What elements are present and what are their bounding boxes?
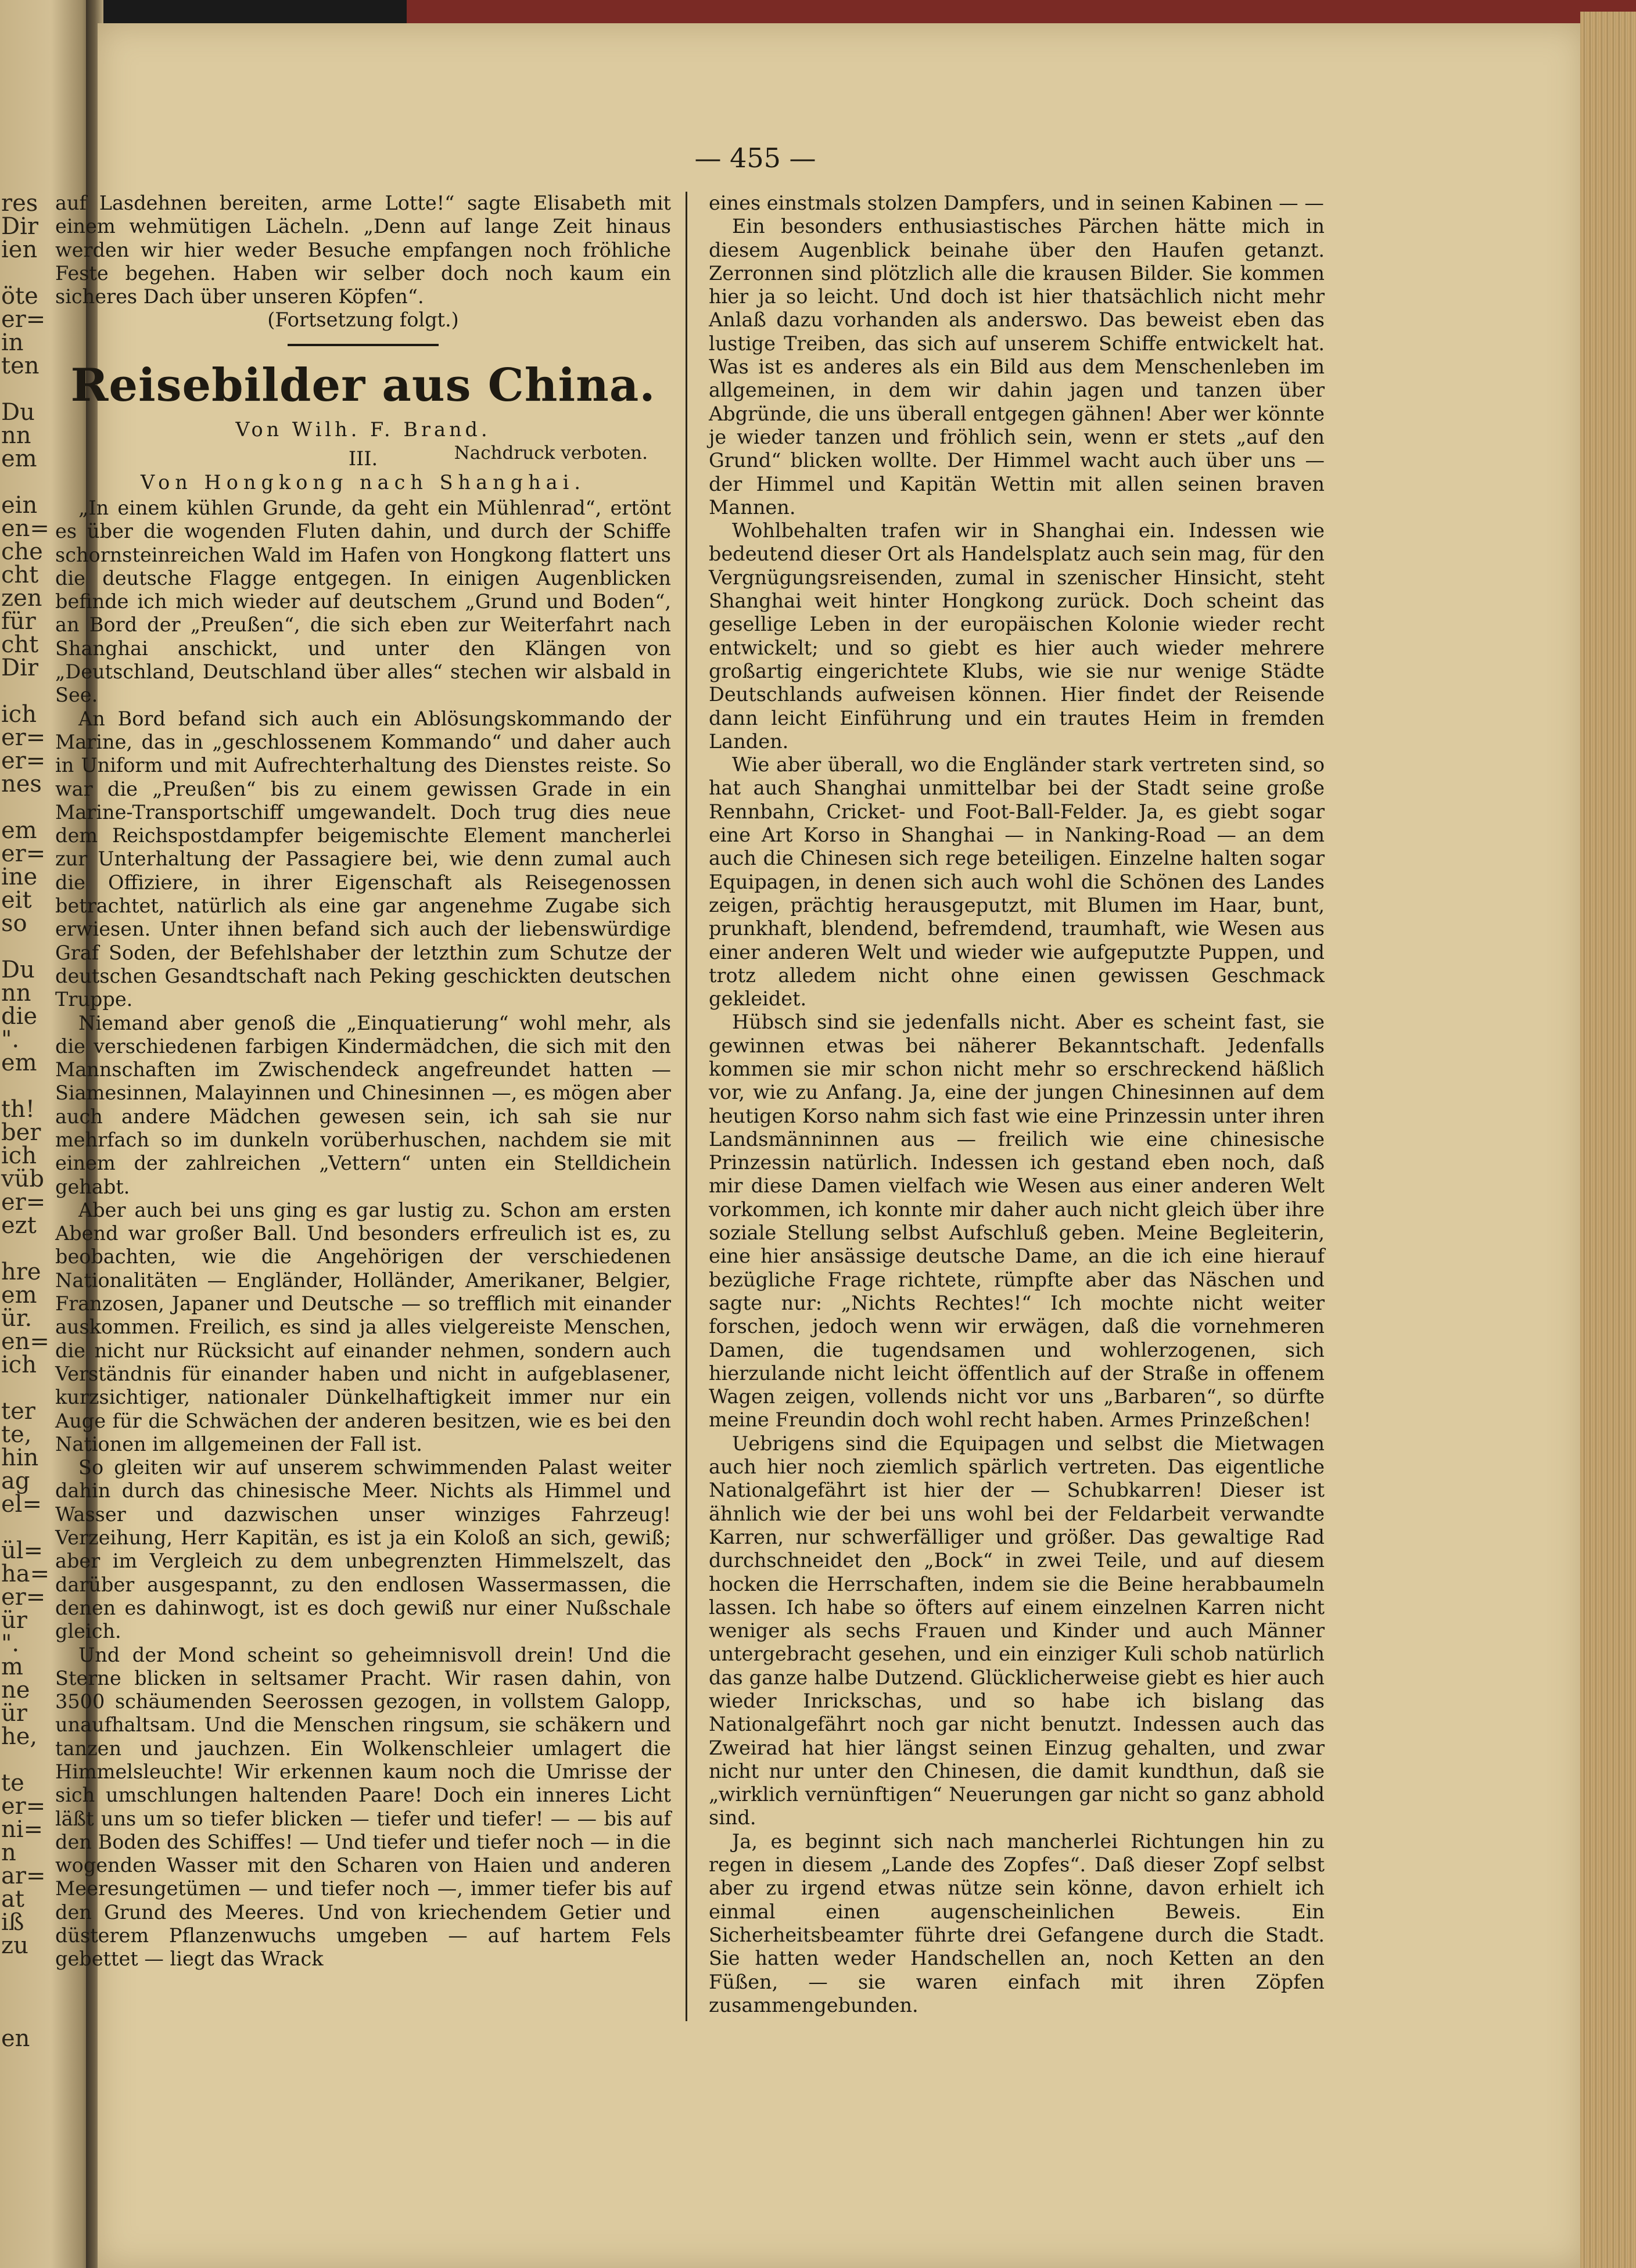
facing-page-fragment: ". [1, 1026, 20, 1053]
facing-page-fragment: cht [1, 631, 39, 658]
facing-page-fragment: zen [1, 585, 42, 612]
left-column [55, 192, 671, 1971]
facing-page-fragment: em [1, 445, 37, 472]
facing-page-fragment: iß [1, 1909, 24, 1936]
facing-page-fragment: er= [1, 724, 46, 751]
facing-page-fragment: ich [1, 1142, 37, 1169]
right-column [709, 192, 1325, 2017]
paragraph: An Bord befand sich auch ein Ablösungskommando der Marine, das in „geschlossenem Kommando“ und daher auch in Uniform und mit Aufrechterhaltung des Dienstes reiste. So war die „Preußen“ bis zu einem gewissen Grade in ein Marine-Transportschiff umgewandelt. Doch trug dies neue dem Reichspostdampfer beigemischte Element mancherlei zur Unterhaltung der Passagiere bei, wie denn zumal auch die Offiziere, in ihrer Eigenschaft als Reisegenossen betrachtet, natürlich als eine gar angenehme Zugabe sich erwiesen. Unter ihnen befand sich auch der liebenswürdige Graf Soden, der Befehlshaber der letzthin zum Schutze der deutschen Gesandtschaft nach Peking geschickten deutschen Truppe. [55, 707, 671, 1011]
facing-page-fragment: öte [1, 283, 38, 310]
facing-page-fragment: che [1, 538, 43, 565]
facing-page-fragment: hin [1, 1444, 39, 1471]
page-number: — 455 — [694, 142, 816, 174]
facing-page-fragment: ber [1, 1119, 41, 1146]
facing-page-fragment: in [1, 329, 24, 356]
article-part-number: III. [348, 447, 378, 470]
facing-page-fragment: he, [1, 1723, 38, 1750]
facing-page-fragment: ten [1, 353, 40, 379]
facing-page-fragment: nn [1, 980, 31, 1007]
facing-page-fragment: at [1, 1886, 24, 1913]
facing-page-fragment: nn [1, 422, 31, 449]
facing-page-fragment: ien [1, 236, 38, 263]
facing-page-fragment: ine [1, 864, 38, 890]
facing-page-fragment: n [1, 1839, 16, 1866]
facing-page-fragment: er= [1, 840, 46, 867]
facing-page-fragment: er= [1, 747, 46, 774]
facing-page-fragment: ür. [1, 1305, 33, 1332]
facing-page-fragment: ich [1, 1352, 37, 1378]
facing-page-fragment: er= [1, 1584, 46, 1611]
facing-page-fragment: ni= [1, 1816, 44, 1843]
facing-page-fragment: ne [1, 1677, 30, 1703]
facing-page-fragment: Dir [1, 213, 38, 240]
facing-page-fragment: te [1, 1770, 24, 1796]
column-divider [686, 192, 687, 2021]
facing-page-fragment: ein [1, 492, 38, 519]
article-subtitle: Von Hongkong nach Shanghai. [140, 470, 586, 494]
serial-ending: auf Lasdehnen bereiten, arme Lotte!“ sagte Elisabeth mit einem wehmütigen Lächeln. „Denn auf lange Zeit hinaus werden wir hier weder Besuche empfangen noch fröhliche Feste begehen. Haben wir selber doch noch kaum ein sicheres Dach über unseren Köpfen“. [55, 192, 671, 308]
facing-page-fragment: el= [1, 1491, 42, 1518]
paragraph: Niemand aber genoß die „Einquatierung“ wohl mehr, als die verschiedenen farbigen Kindermädchen, die sich mit den Mannschaften im Zwischendeck angefreundet hatten — Siamesinnen, Malayinnen und Chinesinnen —, es mögen aber auch andere Mädchen gewesen sein, ich sah sie nur mehrfach so im dunkeln vorüberhuschen, nachdem sie mit einem der zahlreichen „Vettern“ unten ein Stelldichein gehabt. [55, 1011, 671, 1198]
facing-page-fragment: ezt [1, 1212, 37, 1239]
facing-page-fragment: em [1, 1282, 37, 1309]
facing-page-fragment: cht [1, 562, 39, 588]
facing-page-fragment: er= [1, 306, 46, 333]
facing-page-fragment: ül= [1, 1537, 44, 1564]
facing-page-fragment: Du [1, 399, 35, 426]
paragraph: Wie aber überall, wo die Engländer stark vertreten sind, so hat auch Shanghai unmittelbar bei der Stadt seine große Rennbahn, Cricket- und Foot-Ball-Felder. Ja, es giebt sogar eine Art Korso in Shanghai — in Nanking-Road — an dem auch die Chinesen sich rege beteiligen. Einzelne halten sogar Equipagen, in denen sich auch wohl die Schönen des Landes zeigen, prächtig herausgeputzt, mit Blumen im Haar, bunt, prunkhaft, blendend, befremdend, traumhaft, wie Wesen aus einer anderen Welt und wieder wie aufgeputzte Puppen, und trotz alledem nicht ohne einen gewissen Geschmack gekleidet. [709, 753, 1325, 1011]
facing-page-fragment: ür [1, 1700, 27, 1727]
facing-page-fragment: en [1, 2025, 30, 2052]
facing-page-fragment: er= [1, 1793, 46, 1820]
facing-page-fragment: em [1, 1049, 37, 1076]
facing-page-fragment: ag [1, 1468, 30, 1494]
facing-page-fragment: th! [1, 1096, 35, 1123]
paragraph: Ja, es beginnt sich nach mancherlei Richtungen hin zu regen in diesem „Lande des Zopfes“. Daß dieser Zopf selbst aber zu irgend etwas nütze sein könne, davon erhielt ich einmal einen augenscheinlichen Beweis. Ein Sicherheitsbeamter führte drei Gefangene durch die Stadt. Sie hatten weder Handschellen an, noch Ketten an den Füßen, — sie waren einfach mit ihren Zöpfen zusammengebunden. [709, 1830, 1325, 2017]
facing-page-fragment: so [1, 910, 27, 937]
paragraph: Ein besonders enthusiastisches Pärchen hätte mich in diesem Augenblick beinahe über den Haufen getanzt. Zerronnen sind plötzlich alle die krausen Bilder. Sie kommen hier ja so leicht. Und doch ist hier thatsächlich nicht mehr Anlaß dazu vorhanden als anderswo. Das beweist eben das lustige Treiben, das sich auf unserem Schiffe entwickelt hat. Was ist es anderes als ein Bild aus dem Menschenleben im allgemeinen, in dem wir dahin jagen und tanzen über Abgründe, die uns überall entgegen gähnen! Aber wer könnte je wieder tanzen und fröhlich sein, wenn er stets „auf den Grund“ blicken wollte. Der Himmel wacht auch über uns — der Himmel und Kapitän Wettin mit allen seinen braven Mannen. [709, 215, 1325, 519]
reprint-notice: Nachdruck verboten. [454, 443, 648, 464]
facing-page-fragment: hre [1, 1259, 41, 1285]
facing-page-fragment: ". [1, 1630, 20, 1657]
continued-note: (Fortsetzung folgt.) [267, 308, 459, 332]
facing-page-fragment: nes [1, 771, 42, 797]
article-title: Reisebilder aus China. [70, 358, 656, 412]
facing-page-fragment: en= [1, 1328, 49, 1355]
facing-page-fragment: res [1, 190, 38, 217]
paragraph: „In einem kühlen Grunde, da geht ein Mühlenrad“, ertönt es über die wogenden Fluten dahin, und durch der Schiffe schornsteinreichen Wald im Hafen von Hongkong flattert uns die deutsche Flagge entgegen. In einigen Augenblicken befinde ich mich wieder auf deutschem „Grund und Boden“, an Bord der „Preußen“, die sich eben zur Weiterfahrt nach Shanghai anschickt, und unter den Klängen von „Deutschland, Deutschland über alles“ stechen wir alsbald in See. [55, 496, 671, 707]
facing-page-fragment: ür [1, 1607, 27, 1634]
paragraph: Und der Mond scheint so geheimnisvoll drein! Und die Sterne blicken in seltsamer Pracht. Wir rasen dahin, von 3500 schäumenden Seerossen gezogen, in vollstem Galopp, unaufhaltsam. Und die Menschen ringsum, sie schäkern und tanzen und jauchzen. Ein Wolkenschleier umlagert die Himmelsleuchte! Wir erkennen kaum noch die Umrisse der sich umschlungen haltenden Paare! Doch ein inneres Licht läßt uns um so tiefer blicken — tiefer und tiefer! — — bis auf den Boden des Schiffes! — Und tiefer und tiefer noch — in die wogenden Wasser mit den Scharen von Haien und anderen Meeresungetümen — und tiefer noch —, immer tiefer bis auf den Grund des Meeres. Und von kriechendem Getier und düsterem Pflanzenwuchs umgeben — auf hartem Fels gebettet — liegt das Wrack [55, 1643, 671, 1971]
paragraph: Uebrigens sind die Equipagen und selbst die Mietwagen auch hier noch ziemlich spärlich vertreten. Das eigentliche Nationalgefährt ist hier der — Schubkarren! Dieser ist ähnlich wie der bei uns wohl bei der Feldarbeit verwandte Karren, nur schwerfälliger und größer. Das gewaltige Rad durchschneidet den „Bock“ in zwei Teile, und auf diesem hocken die Herrschaften, indem sie die Beine herabbaumeln lassen. Ich habe so öfters auf einem einzelnen Karren nicht weniger als sechs Frauen und Kinder und auch Männer untergebracht gesehen, und ein einziger Kuli schob natürlich das ganze halbe Dutzend. Glücklicherweise giebt es hier auch wieder Inrickschas, und so habe ich bislang das Nationalgefährt noch gar nicht benutzt. Indessen auch das Zweirad hat hier längst seinen Einzug gehalten, und zwar nicht nur unter den Chinesen, die damit kundthun, daß sie „wirklich vernünftigen“ Neuerungen gar nicht so ganz abhold sind. [709, 1432, 1325, 1830]
paragraph: eines einstmals stolzen Dampfers, und in seinen Kabinen — — [709, 192, 1324, 214]
facing-page-fragment: eit [1, 887, 32, 914]
article-byline: Von Wilh. F. Brand. [235, 418, 491, 441]
facing-page-fragment: für [1, 608, 36, 635]
book-page-edges [1580, 12, 1636, 2268]
facing-page-fragment: em [1, 817, 37, 844]
facing-page-fragment: ar= [1, 1863, 46, 1889]
facing-page-fragment: m [1, 1654, 23, 1680]
facing-page-fragment: er= [1, 1189, 46, 1216]
facing-page-fragment: ich [1, 701, 37, 728]
paragraph: Aber auch bei uns ging es gar lustig zu. Schon am ersten Abend war großer Ball. Und besonders erfreulich ist es, zu beobachten, wie die Angehörigen der verschiedenen Nationalitäten — Engländer, Holländer, Amerikaner, Belgier, Franzosen, Japaner und Deutsche — so trefflich mit einander auskommen. Freilich, es sind ja alles vielgereiste Menschen, die nicht nur Rücksicht auf einander nehmen, sondern auch Verständnis für einander haben und nicht in aufgeblasener, kurzsichtiger, nationaler Dünkelhaftigkeit immer nur ein Auge für die Schwächen der anderen besitzen, wie es bei den Nationen im allgemeinen der Fall ist. [55, 1198, 671, 1455]
facing-page-fragment: te, [1, 1421, 32, 1448]
paragraph: So gleiten wir auf unserem schwimmenden Palast weiter dahin durch das chinesische Meer. Nichts als Himmel und Wasser und dazwischen unser winziges Fahrzeug! Verzeihung, Herr Kapitän, es ist ja ein Koloß an sich, gewiß; aber im Vergleich zu dem unbegrenzten Himmelszelt, das darüber ausgespannt, zu den endlosen Wassermassen, die denen es dahinwogt, ist es doch gewiß nur einer Nußschale gleich. [55, 1456, 671, 1643]
paragraph: Wohlbehalten trafen wir in Shanghai ein. Indessen wie bedeutend dieser Ort als Handelsplatz auch sein mag, für den Vergnügungsreisenden, zumal in szenischer Hinsicht, steht Shanghai weit hinter Hongkong zurück. Doch scheint das gesellige Leben in der europäischen Kolonie wieder recht entwickelt; und so giebt es hier auch wieder mehrere großartig eingerichtete Klubs, wie sie nur wenige Städte Deutschlands aufweisen können. Hier findet der Reisende dann leicht Einführung und ein trautes Heim in fremden Landen. [709, 519, 1325, 753]
facing-page-fragment: ter [1, 1398, 35, 1425]
facing-page-fragment: Du [1, 957, 35, 983]
facing-page-fragment: en= [1, 515, 49, 542]
facing-page-fragment: Dir [1, 655, 38, 681]
facing-page-fragment: zu [1, 1932, 28, 1959]
paragraph: Hübsch sind sie jedenfalls nicht. Aber es scheint fast, sie gewinnen etwas bei näherer Bekanntschaft. Jedenfalls kommen sie mir schon nicht mehr so erschreckend häßlich vor, wie zu Anfang. Ja, eine der jungen Chinesinnen auf dem heutigen Korso nahm sich fast wie eine Prinzessin unter ihren Landsmänninnen aus — freilich wie eine chinesische Prinzessin natürlich. Indessen ich gestand eben noch, daß mir diese Damen vielfach wie Wesen aus einer anderen Welt vorkommen, ich konnte mir daher auch nicht gleich über ihre soziale Stellung selbst Aufschluß geben. Meine Begleiterin, eine hier ansässige deutsche Dame, an die ich eine hierauf bezügliche Frage richtete, rümpfte aber das Näschen und sagte nur: „Nichts Rechtes!“ Ich mochte nicht weiter forschen, jedoch wenn wir erwägen, daß die vornehmeren Damen, die tugendsamen und wohlerzogenen, sich hierzulande nicht leicht öffentlich auf der Straße in offenem Wagen zeigen, vollends nicht vor uns „Barbaren“, so dürfte meine Freundin doch wohl recht haben. Armes Prinzeßchen! [709, 1011, 1325, 1432]
facing-page-fragment: vüb [1, 1166, 44, 1192]
facing-page-fragment: die [1, 1003, 38, 1030]
facing-page-fragment: ha= [1, 1561, 50, 1587]
section-rule [288, 344, 439, 346]
